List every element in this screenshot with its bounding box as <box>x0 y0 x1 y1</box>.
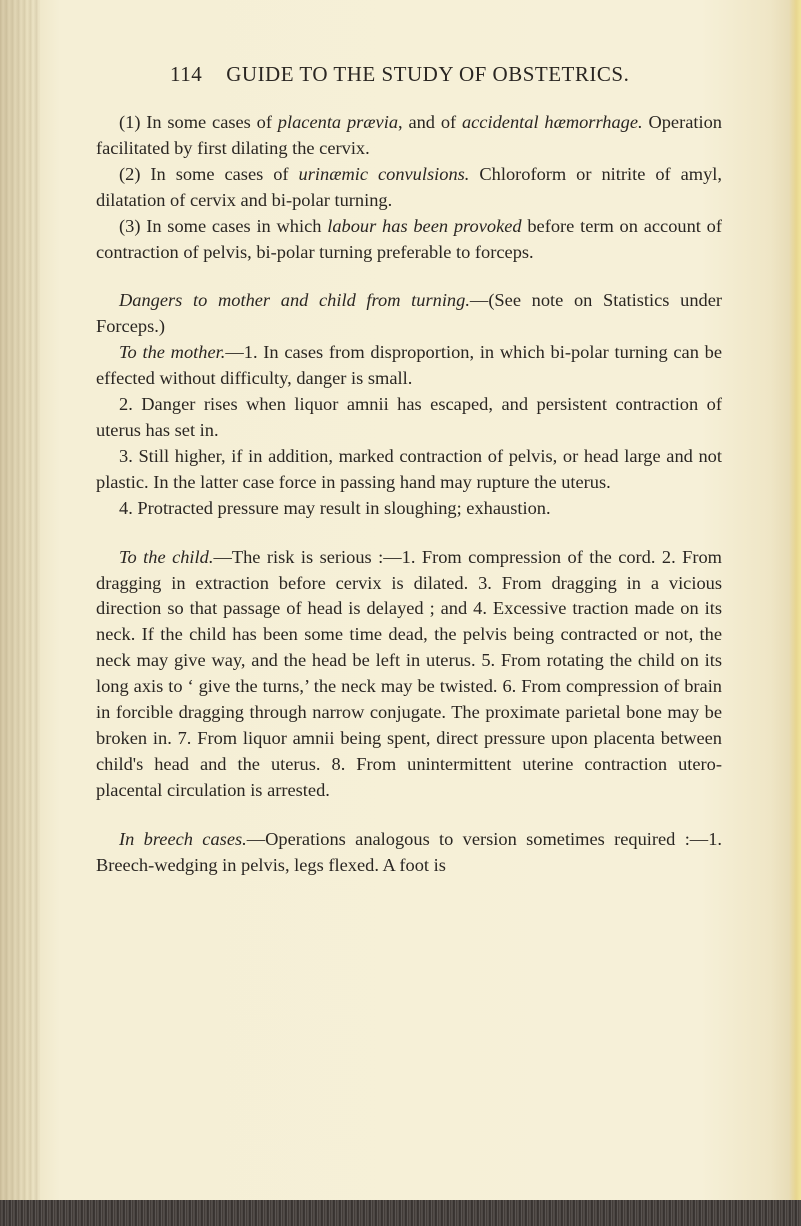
breech-paragraph <box>96 827 722 879</box>
text-run: —1. In cases from disproportion, in which bi-polar turning can be effected without difficulty, danger is small. <box>96 342 723 389</box>
italic-term: labour has been provoked <box>327 215 522 236</box>
text-run: before term on account of contraction of pelvis, bi-polar turning preferable to forceps. <box>96 215 722 262</box>
text-run: (2) In some cases of <box>119 163 299 184</box>
paragraph-1 <box>96 110 722 162</box>
text-run: —(See note on Statistics under Forceps.) <box>96 290 722 337</box>
text-run: —The risk is serious :—1. From compression of the cord. 2. From dragging in extraction before cervix is dilated. 3. From dragging in a vicious direction so that passage of head is delayed ; and 4. Excessive traction made on its neck. If the child has been some time dead, the pelvis being contracted or not, the neck may give way, and the head be left in uterus. 5. From rotating the child on its long axis to ‘ give the turns,’ the neck may be twisted. 6. From compression of brain in forcible dragging through narrow conjugate. The proximate parietal bone may be broken in. 7. From liquor amnii being spent, direct pressure upon placenta between child's head and the uterus. 8. From unintermittent uterine contraction utero-placental circulation is arrested. <box>96 546 722 800</box>
page-edge <box>789 0 801 1226</box>
text-run: (3) In some cases in which <box>119 215 328 236</box>
child-paragraph <box>96 545 722 804</box>
section-heading: To the child. <box>119 546 214 567</box>
section-heading: Dangers to mother and child from turning. <box>119 290 470 311</box>
running-title: GUIDE TO THE STUDY OF OBSTETRICS. <box>226 62 630 86</box>
page-number: 114 <box>170 62 203 86</box>
mother-item-2: 2. Danger rises when liquor amnii has escaped, and persistent contraction of uterus has set in. <box>96 394 722 440</box>
next-page-edge <box>0 1200 801 1226</box>
mother-item-3: 3. Still higher, if in addition, marked contraction of pelvis, or head large and not plastic. In the latter case force in passing hand may rupture the uterus. <box>96 445 722 492</box>
paragraph-2 <box>96 162 722 214</box>
section-heading: In breech cases. <box>119 828 247 849</box>
mother-item-4: 4. Protracted pressure may result in sloughing; exhaustion. <box>119 497 551 518</box>
text-run: Operation facilitated by first dilating the cervix. <box>96 112 722 158</box>
running-header <box>170 62 690 87</box>
dangers-paragraph <box>96 288 722 340</box>
italic-term: accidental hæmorrhage. <box>461 112 643 132</box>
page-gutter-shadow <box>0 0 40 1226</box>
body-text <box>96 110 722 878</box>
text-run: —Operations analogous to version sometimes required :—1. Breech-wedging in pelvis, legs flexed. A foot is <box>96 828 722 875</box>
paragraph-3 <box>96 214 722 266</box>
text-run: , and of <box>398 112 462 132</box>
italic-term: urinæmic convulsions. <box>298 163 470 184</box>
text-run: (1) In some cases of <box>119 112 278 132</box>
italic-term: placenta prævia <box>277 112 399 132</box>
mother-item-1 <box>96 340 722 392</box>
section-heading: To the mother. <box>119 342 226 363</box>
text-run: Chloroform or nitrite of amyl, dilatation of cervix and bi-polar turning. <box>96 163 722 210</box>
